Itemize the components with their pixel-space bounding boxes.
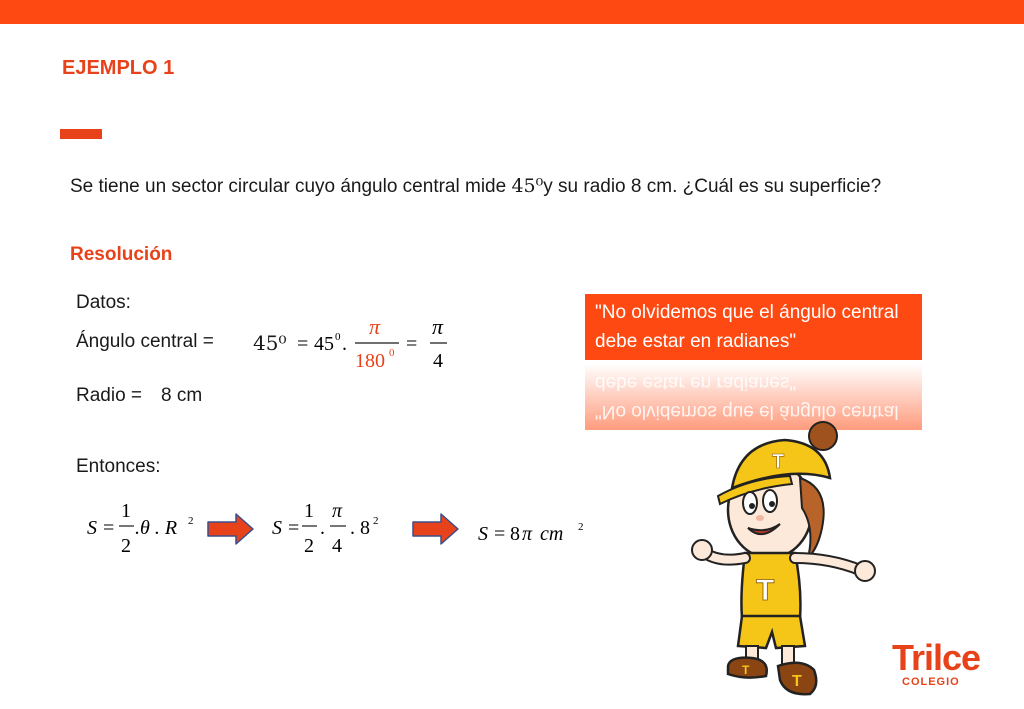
conv-equals-2: = — [406, 333, 418, 355]
svg-text:T: T — [792, 673, 802, 690]
f3-eight: 8 — [510, 523, 520, 545]
callout-box: "No olvidemos que el ángulo central debe estar en radianes" — [585, 294, 922, 360]
f2-pi: π — [332, 500, 343, 522]
f2-numerator: 1 — [304, 500, 314, 522]
f2-exponent: 2 — [373, 515, 379, 527]
conv-denominator: 180 — [355, 350, 385, 372]
angle-label: Ángulo central = — [76, 331, 214, 352]
svg-text:T: T — [772, 451, 785, 473]
f2-dot: . — [320, 517, 325, 539]
top-accent-bar — [0, 0, 1024, 24]
f1-numerator: 1 — [121, 500, 131, 522]
problem-text-before: Se tiene un sector circular cuyo ángulo central mide — [70, 176, 512, 197]
f3-S: S — [478, 523, 488, 545]
callout-reflection: "No olvidemos que el ángulo central debe estar en radianes" — [585, 364, 922, 430]
f2-dot-2: . — [350, 517, 355, 539]
trilce-logo — [892, 637, 981, 688]
page-title: EJEMPLO 1 — [62, 57, 175, 79]
logo-brand: Trilce — [892, 637, 981, 678]
conv-result-pi: π — [432, 314, 444, 339]
formula-2 — [270, 500, 400, 560]
conv-equals: = — [297, 333, 309, 355]
conv-degrees: 45 — [314, 333, 334, 355]
radius-value: 8 cm — [161, 385, 203, 406]
angle-conversion-formula — [295, 310, 465, 380]
problem-text-after: y su radio 8 cm. ¿Cuál es su superficie? — [543, 176, 882, 197]
f2-equals: = — [288, 517, 300, 539]
f2-eight: 8 — [360, 517, 370, 539]
f1-exponent: 2 — [188, 515, 194, 527]
svg-text:T: T — [756, 574, 775, 607]
f1-equals: = — [103, 517, 115, 539]
f2-S: S — [272, 517, 282, 539]
angle-value: 45⁰ — [253, 331, 287, 355]
f2-four: 4 — [332, 535, 342, 557]
datos-label: Datos: — [76, 292, 131, 313]
f1-theta-r: .θ . R — [135, 517, 178, 539]
entonces-label: Entonces: — [76, 456, 161, 477]
resolution-heading: Resolución — [70, 244, 173, 265]
f3-exponent: 2 — [578, 521, 584, 533]
f3-pi: π — [522, 523, 533, 545]
mascot-illustration — [690, 418, 890, 703]
formula-3 — [476, 500, 606, 560]
title-underline-dash — [60, 129, 102, 139]
f1-denominator: 2 — [121, 535, 131, 557]
right-arrow-icon — [413, 513, 459, 545]
problem-statement — [70, 172, 900, 201]
formula-1 — [85, 500, 205, 560]
problem-angle: 45⁰ — [511, 175, 544, 197]
conv-denominator-exp: 0 — [389, 347, 395, 359]
f3-unit: cm — [540, 523, 564, 545]
logo-sub: COLEGIO — [902, 676, 960, 688]
conv-pi: π — [369, 314, 381, 339]
f3-equals: = — [494, 523, 506, 545]
radius-label: Radio = — [76, 385, 143, 406]
svg-text:T: T — [742, 663, 750, 677]
conv-degrees-exp: 0 — [335, 331, 341, 343]
f2-denominator: 2 — [304, 535, 314, 557]
f1-S: S — [87, 517, 97, 539]
right-arrow-icon — [208, 513, 254, 545]
conv-result-den: 4 — [433, 350, 443, 372]
conv-dot: . — [342, 333, 347, 355]
